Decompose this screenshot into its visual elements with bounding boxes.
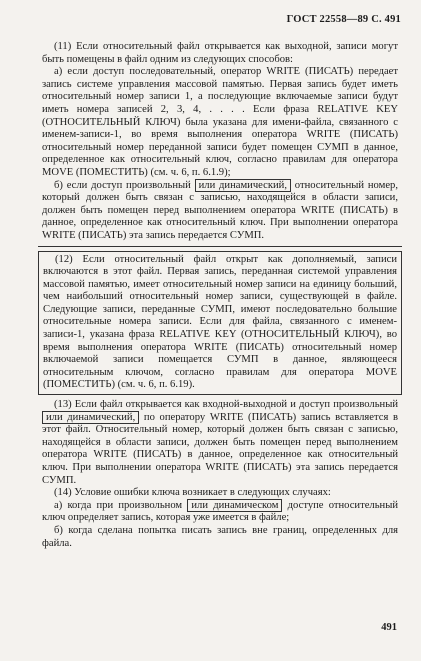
framed-paragraph-12: [38, 251, 402, 396]
paragraph-13: [42, 399, 398, 487]
boxed-text-dynamic-13: или динамический,: [42, 411, 139, 424]
paragraph-11a: а) если доступ последовательный, оператор WRITE (ПИСАТЬ) передает запись системе управления массовой памятью. Первая запись будет иметь относительный номер записи 1, а последующие включаемые записи будут иметь номера записей 2, 3, 4, . . . . Если фраза RELATIVE KEY (ОТНОСИТЕЛЬНЫЙ КЛЮЧ) была указана для имени-файла, связанного с именем-записи-1, во время выполнения оператора WRITE (ПИСАТЬ) относительный номер переданной записи будет помещен СУМП в данное, определенное как относительный ключ, согласно правилам для оператора MOVE (ПОМЕСТИТЬ) (см. ч. 6, п. 6.1.9);: [42, 66, 398, 178]
paragraph-11b: [42, 180, 398, 243]
paragraph-14a: [42, 500, 398, 525]
separator-line: [38, 246, 402, 247]
paragraph-14b: б) когда сделана попытка писать запись вне границ, определенных для файла.: [42, 524, 398, 549]
paragraph-11b-post: относительный номер, который должен быть связан с записью, находящейся в области записи, должен быть помещен перед выполнением оператора WRITE (ПИСАТЬ) в данное, определенное как относительный ключ. При выполнении оператора WRITE (ПИСАТЬ) эта запись передается СУМП.: [42, 179, 398, 241]
boxed-text-dynamic-14: или динамическом: [187, 499, 282, 512]
page-number: 491: [381, 622, 397, 633]
paragraph-13-pre: (13) Если файл открывается как входной-выходной и доступ произвольный: [54, 399, 398, 411]
paragraph-11b-pre: б) если доступ произвольный: [54, 179, 191, 191]
page-content: [42, 41, 398, 550]
paragraph-13-post: по оператору WRITE (ПИСАТЬ) запись вставляется в этот файл. Относительный номер, который должен быть связан с записью, находящейся в области записи, должен быть помещен перед выполнением оператора WRITE (ПИСАТЬ) в данное, определенное как относительный ключ. При выполнении оператора WRITE (ПИСАТЬ) эта запись передается СУМП.: [42, 411, 398, 486]
paragraph-11: (11) Если относительный файл открывается как выходной, записи могут быть помещены в файл одним из следующих способов:: [42, 41, 398, 65]
page-header: ГОСТ 22558—89 С. 491: [286, 14, 401, 25]
paragraph-14a-post: доступе относительный ключ определяет запись, которая уже имеется в файле;: [42, 499, 398, 524]
paragraph-14a-pre: а) когда при произвольном: [54, 499, 183, 511]
paragraph-12: (12) Если относительный файл открыт как дополняемый, записи включаются в этот файл. Первая запись, переданная системой управления массовой памятью, имеет относительный номер записи на единицу больший, чем наибольший относительный номер записи, существующей в файле. Следующие записи, переданные СУМП, имеют последовательно большие относительные номера записи. Если для файла, связанного с именем-записи-1, указана фраза RELATIVE KEY (ОТНОСИТЕЛЬНЫЙ КЛЮЧ), во время выполнения оператора WRITE (ПИСАТЬ) относительный номер включаемой записи помещается СУМП в данное, являющееся относительным ключом, согласно правилам для оператора MOVE (ПОМЕСТИТЬ) (см. ч. 6, п. 6.19).: [43, 253, 397, 391]
paragraph-14: (14) Условие ошибки ключа возникает в следующих случаях:: [54, 487, 331, 499]
boxed-text-dynamic: или динамический,: [195, 179, 291, 192]
